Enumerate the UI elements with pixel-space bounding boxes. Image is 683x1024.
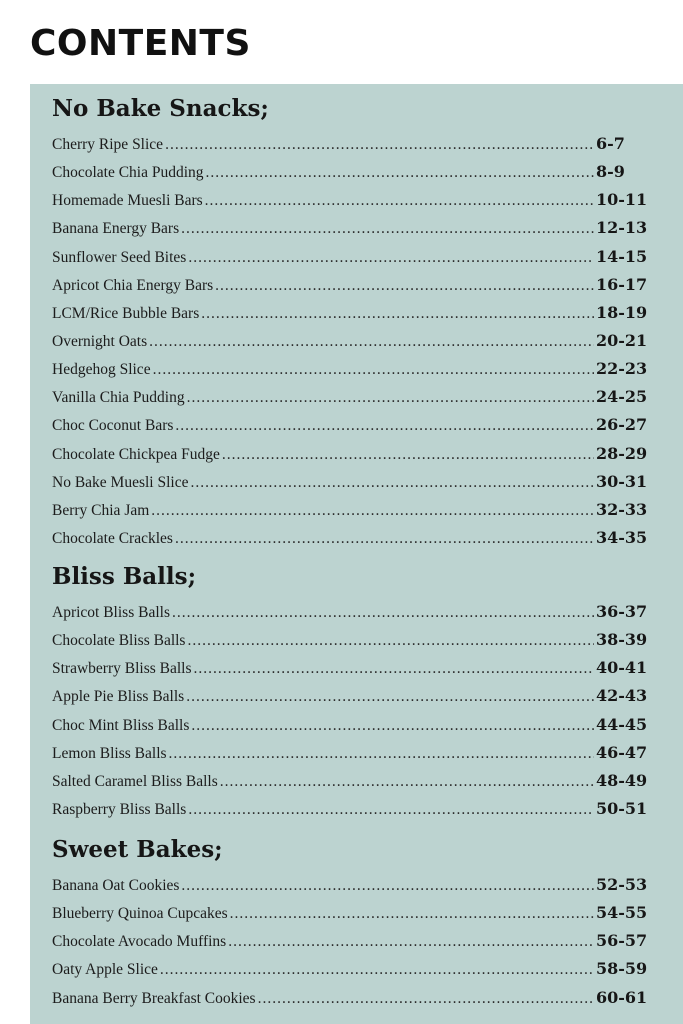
toc-entry [52,303,652,331]
entry-title: Chocolate Bliss Balls [52,632,186,650]
dot-leader [172,604,594,622]
dot-leader [149,333,594,351]
toc-entry [52,959,652,987]
entry-title: Chocolate Chia Pudding [52,164,204,182]
entry-title: Raspberry Bliss Balls [52,800,187,818]
entry-page-range: 26-27 [596,415,648,435]
entry-title: Oaty Apple Slice [52,961,158,979]
entry-page-range: 20-21 [596,330,648,350]
toc-entry [52,415,652,443]
dot-leader [181,220,594,238]
toc-entry [52,444,652,472]
entry-title: Vanilla Chia Pudding [52,389,185,407]
entry-title: Salted Caramel Bliss Balls [52,772,218,790]
entry-title: Strawberry Bliss Balls [52,660,192,678]
dot-leader [169,745,594,763]
toc-entry [52,359,652,387]
entry-title: Apricot Bliss Balls [52,604,170,621]
section-no-bake-snacks [52,90,652,556]
dot-leader [230,905,594,923]
toc-entry [52,218,652,246]
entry-title: Overnight Oats [52,332,148,350]
toc-entry [52,931,652,959]
dot-leader [194,660,595,678]
entry-page-range: 42-43 [596,686,648,706]
entry-page-range: 40-41 [596,658,648,678]
toc-entry [52,903,652,931]
entry-page-range: 56-57 [596,931,648,951]
entry-title: Apple Pie Bliss Balls [52,688,185,706]
dot-leader [220,773,594,791]
dot-leader [153,361,594,379]
entry-page-range: 54-55 [596,903,648,923]
entry-title: Banana Energy Bars [52,220,180,238]
entry-page-range: 58-59 [596,959,648,979]
dot-leader [187,632,594,650]
dot-leader [181,877,594,895]
dot-leader [215,277,594,295]
toc-entry [52,472,652,500]
entry-list [52,875,652,1016]
entry-title: Hedgehog Slice [52,361,151,379]
entry-page-range: 8-9 [596,162,625,182]
dot-leader [191,717,594,735]
toc-entry [52,988,652,1016]
entry-title: Sunflower Seed Bites [52,248,187,266]
entry-page-range: 28-29 [596,443,648,463]
section-heading: Sweet Bakes; [52,836,223,863]
entry-page-range: 10-11 [596,190,648,210]
dot-leader [160,961,594,979]
section-sweet-bakes [52,831,652,1016]
entry-page-range: 22-23 [596,359,648,379]
dot-leader [228,933,594,951]
entry-page-range: 34-35 [596,527,648,547]
toc-entry [52,630,652,658]
entry-page-range: 44-45 [596,714,648,734]
dot-leader [201,305,594,323]
entry-title: Blueberry Quinoa Cupcakes [52,905,228,923]
entry-title: Cherry Ripe Slice [52,136,164,153]
entry-page-range: 18-19 [596,302,648,322]
toc-entry [52,275,652,303]
entry-page-range: 50-51 [596,798,648,818]
entry-page-range: 14-15 [596,246,648,266]
entry-title: Choc Mint Bliss Balls [52,716,190,734]
toc-entry [52,771,652,799]
section-heading: No Bake Snacks; [52,95,269,122]
entry-title: Chocolate Chickpea Fudge [52,445,220,463]
entry-page-range: 38-39 [596,630,648,650]
dot-leader [151,502,594,520]
dot-leader [188,249,594,267]
toc-entry [52,500,652,528]
dot-leader [188,801,594,819]
entry-title: No Bake Muesli Slice [52,473,189,491]
entry-title: Chocolate Avocado Muffins [52,933,227,951]
entry-title: Choc Coconut Bars [52,417,174,435]
section-bliss-balls [52,558,652,827]
dot-leader [175,530,594,548]
toc-entry [52,331,652,359]
contents-panel [30,84,683,1024]
toc-entry [52,528,652,556]
entry-page-range: 12-13 [596,218,648,238]
section-heading: Bliss Balls; [52,563,197,590]
entry-title: LCM/Rice Bubble Bars [52,304,200,322]
entry-title: Homemade Muesli Bars [52,192,203,210]
toc-entry [52,134,652,162]
dot-leader [258,990,594,1008]
page-title: CONTENTS [30,23,251,64]
dot-leader [190,474,594,492]
dot-leader [175,417,594,435]
entry-title: Berry Chia Jam [52,501,150,519]
dot-leader [165,136,594,154]
toc-entry [52,162,652,190]
dot-leader [205,192,594,210]
dot-leader [222,446,594,464]
entry-title: Chocolate Crackles [52,529,173,547]
dot-leader [186,688,594,706]
toc-entry [52,602,652,630]
toc-entry [52,247,652,275]
entry-page-range: 6-7 [596,134,625,153]
entry-page-range: 36-37 [596,602,648,621]
entry-page-range: 32-33 [596,499,648,519]
entry-title: Banana Berry Breakfast Cookies [52,989,256,1007]
entry-page-range: 48-49 [596,770,648,790]
toc-entry [52,743,652,771]
entry-page-range: 52-53 [596,875,648,894]
toc-entry [52,715,652,743]
dot-leader [187,389,594,407]
toc-entry [52,658,652,686]
entry-list [52,602,652,827]
toc-entry [52,387,652,415]
entry-page-range: 46-47 [596,742,648,762]
entry-list [52,134,652,556]
toc-entry [52,190,652,218]
entry-page-range: 60-61 [596,987,648,1007]
toc-entry [52,875,652,903]
entry-title: Banana Oat Cookies [52,877,180,894]
entry-page-range: 24-25 [596,387,648,407]
entry-page-range: 16-17 [596,274,648,294]
entry-page-range: 30-31 [596,471,648,491]
dot-leader [206,164,594,182]
entry-title: Apricot Chia Energy Bars [52,276,214,294]
entry-title: Lemon Bliss Balls [52,744,167,762]
toc-entry [52,799,652,827]
toc-entry [52,686,652,714]
